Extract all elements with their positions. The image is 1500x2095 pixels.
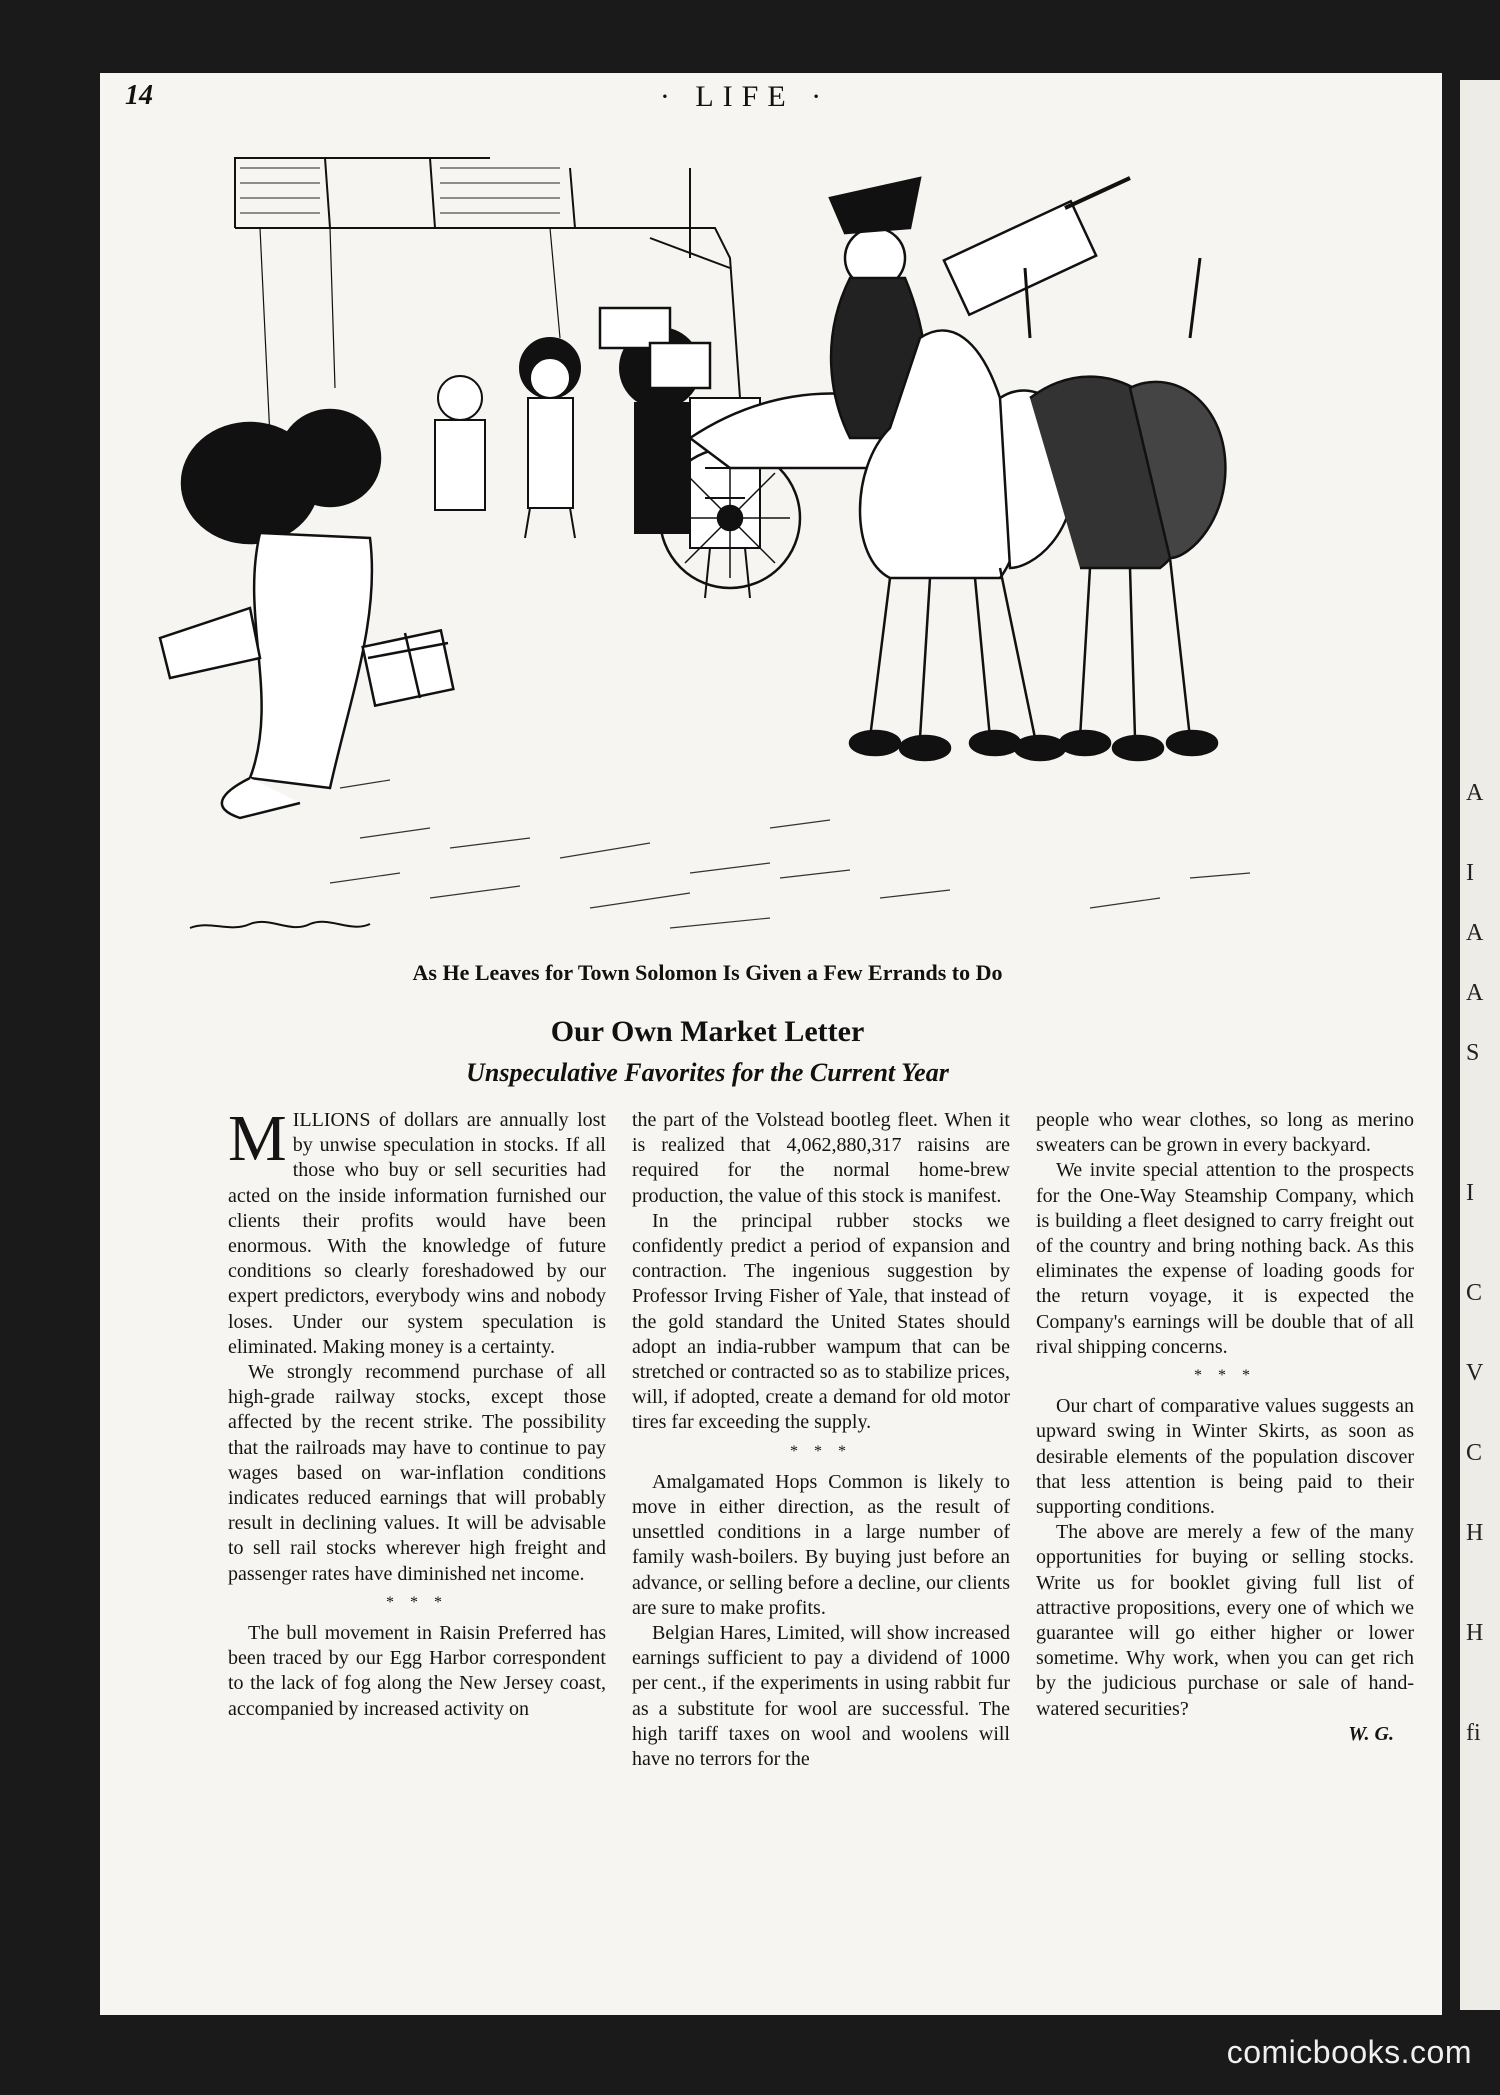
paragraph: Our chart of comparative values suggests an upward swing in Winter Skirts, as soon as desirable elements of the population discover that less attention is being paid to their supporting conditions. <box>1036 1395 1414 1519</box>
paragraph: The bull movement in Raisin Preferred has been traced by our Egg Harbor correspondent to the lack of fog along the New Jersey coast, accompanied by increased activity on <box>228 1622 606 1720</box>
author-signature: W. G. <box>1348 1722 1394 1745</box>
adjacent-page-letter: A <box>1466 780 1484 806</box>
cartoon-illustration <box>130 138 1285 958</box>
adjacent-page-letter: I <box>1466 860 1474 886</box>
article-title: Our Own Market Letter <box>550 1015 865 1048</box>
paragraph: MILLIONS of dollars are annually lost by unwise speculation in stocks. If all those who buy or sell securities had acted on the inside information furnished our clients their profits would have been enormous. With the knowledge of future conditions so clearly foreshadowed by our expert predictors, everybody wins and nobody loses. Under our system speculation is eliminated. Making money is a certainty. <box>228 1102 606 1358</box>
adjacent-page-letter: fi <box>1466 1720 1481 1746</box>
paragraph: the part of the Volstead bootleg fleet. When it is realized that 4,062,880,317 raisins are required for the normal home-brew production, the value of this stock is manifest. <box>632 1109 1010 1207</box>
illustration-caption: As He Leaves for Town Solomon Is Given a Few Errands to Do <box>412 960 1003 985</box>
paragraph: people who wear clothes, so long as merino sweaters can be grown in every backyard. <box>1036 1109 1414 1157</box>
adjacent-page-letter: H <box>1466 1620 1484 1646</box>
adjacent-page-letter: S <box>1466 1040 1480 1066</box>
article-subtitle: Unspeculative Favorites for the Current Year <box>466 1058 949 1087</box>
drop-cap: M <box>228 1102 287 1175</box>
adjacent-page-letter: C <box>1466 1440 1483 1466</box>
watermark: comicbooks.com <box>1226 2034 1472 2070</box>
adjacent-page-letter: H <box>1466 1520 1484 1546</box>
paragraph: We strongly recommend purchase of all high-grade railway stocks, except those affected by the recent strike. The possibility that the railroads may have to continue to pay wages based on war-inflation conditions indicates reduced earnings that will probably result in declining values. It will be advisable to sell rail stocks wherever high freight and passenger rates have diminished net income. <box>228 1361 606 1585</box>
adjacent-page-letter: I <box>1466 1180 1474 1206</box>
paragraph: Belgian Hares, Limited, will show increased earnings sufficient to pay a dividend of 1000 per cent., if the experiments in using rabbit fur as a substitute for wool are successful. The high tariff taxes on wool and woolens will have no terrors for the <box>632 1622 1010 1771</box>
article-column-2 <box>632 1108 1010 1772</box>
article-column-3 <box>1036 1108 1414 1747</box>
section-separator: * * * <box>790 1442 852 1460</box>
article-column-1 <box>228 1102 606 1722</box>
paragraph: In the principal rubber stocks we confidently predict a period of expansion and contraction. The ingenious suggestion by Professor Irving Fisher of Yale, that instead of the gold standard the United States should adopt an india-rubber wampum that can be stretched or contracted so as to stabilize prices, will, if adopted, create a demand for old motor tires far exceeding the supply. <box>632 1209 1010 1434</box>
page-header <box>125 80 1365 120</box>
magazine-title: · LIFE · <box>659 80 831 113</box>
adjacent-page-letter: A <box>1466 980 1484 1006</box>
adjacent-page-letter: V <box>1466 1360 1484 1386</box>
paragraph: The above are merely a few of the many opportunities for buying or selling stocks. Write us for booklet giving full list of attractive propositions, every one of which we guarantee will go either higher or lower sometime. Why work, when you can get rich by the judicious purchase or sale of hand-watered securities? <box>1036 1521 1414 1720</box>
adjacent-page-letter: C <box>1466 1280 1483 1306</box>
section-separator: * * * <box>386 1593 448 1611</box>
paragraph: We invite special attention to the prospects for the One-Way Steamship Company, which is building a fleet designed to carry freight out of the country and bring nothing back. As this eliminates the expense of loading goods for the return voyage, it is expected the Company's earnings will be double that of all rival shipping concerns. <box>1036 1159 1414 1358</box>
section-separator: * * * <box>1194 1367 1256 1385</box>
adjacent-page-letter: A <box>1466 920 1484 946</box>
paragraph: Amalgamated Hops Common is likely to move in either direction, as the result of unsettled conditions in a large number of family wash-boilers. By buying just before an advance, or selling before a decline, our clients are sure to make profits. <box>632 1470 1010 1619</box>
adjacent-page-edge <box>1460 80 1500 2010</box>
page-number: 14 <box>125 80 153 111</box>
